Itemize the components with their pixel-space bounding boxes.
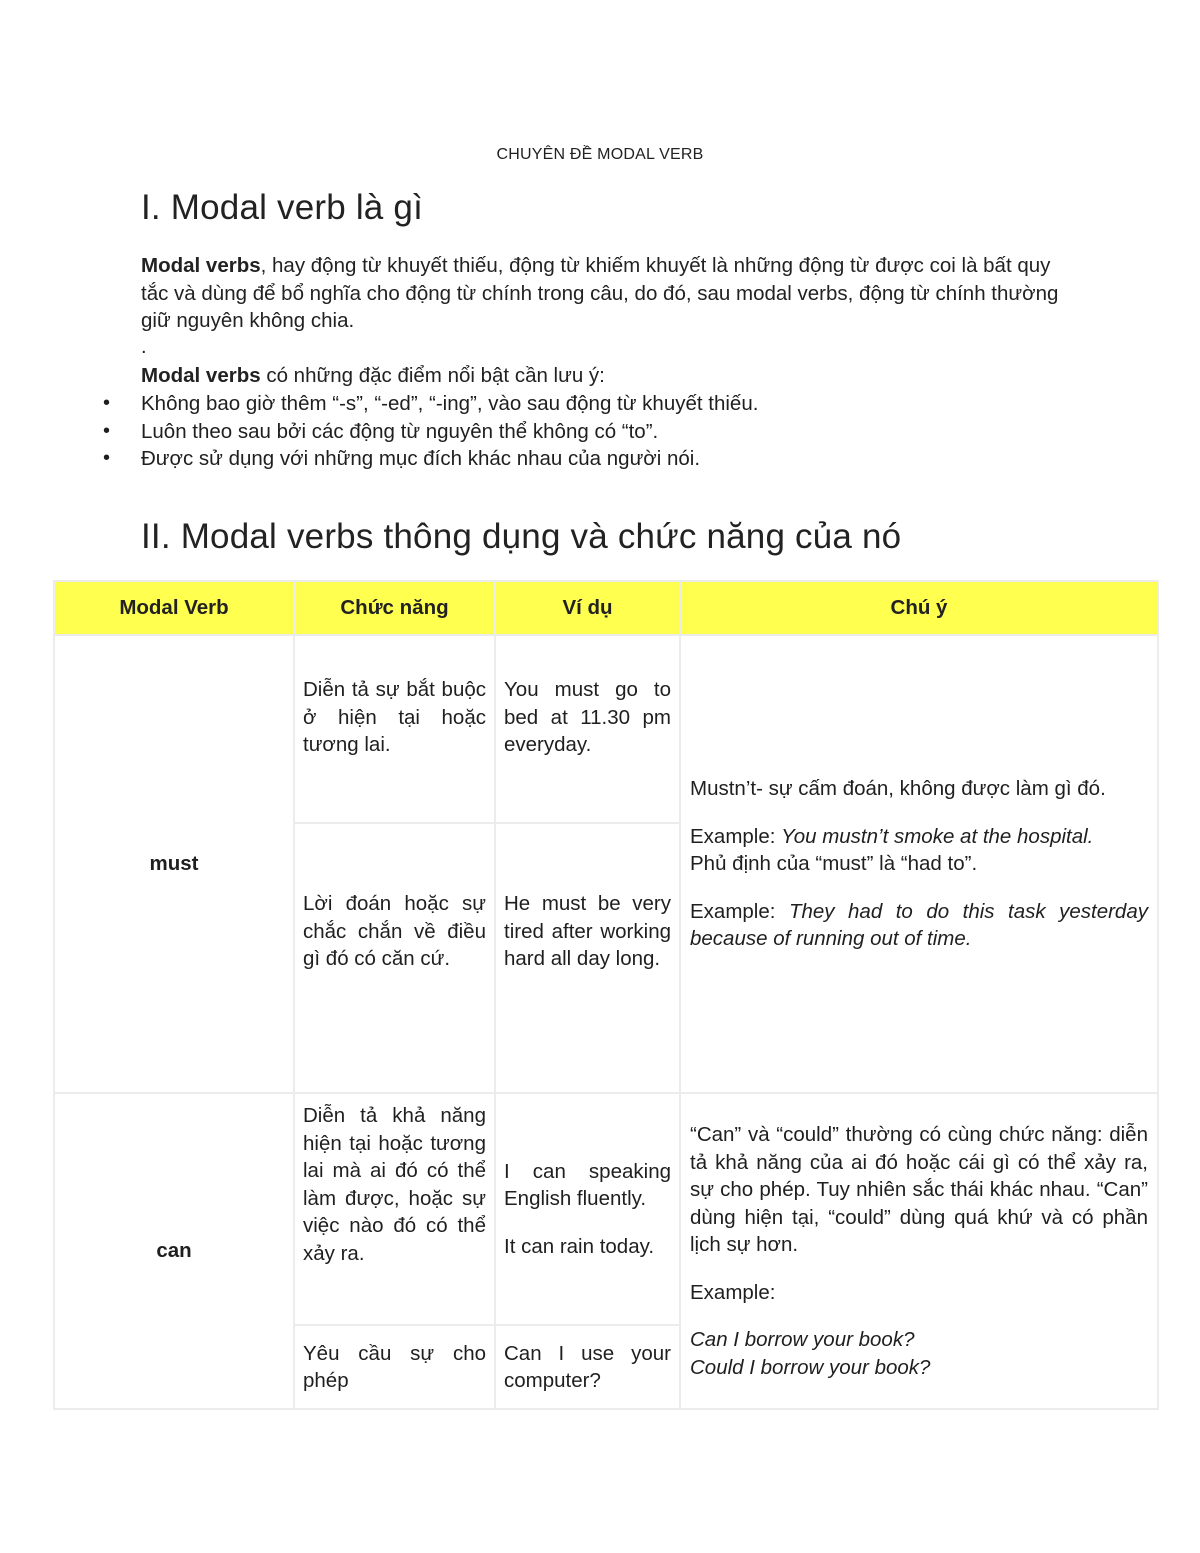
- example-cell: Can I use your computer?: [495, 1325, 680, 1409]
- function-cell: Lời đoán hoặc sự chắc chắn về điều gì đó có căn cứ.: [294, 823, 495, 1093]
- example-line: It can rain today.: [504, 1234, 655, 1258]
- document-title: CHUYÊN ĐỀ MODAL VERB: [496, 146, 704, 163]
- note-cell-can: [680, 1093, 1158, 1409]
- example-label: Example:: [690, 1280, 776, 1304]
- header-note: Chú ý: [680, 581, 1158, 635]
- example-cell: [495, 1093, 680, 1325]
- example-cell: He must be very tired after working hard all day long.: [495, 823, 680, 1093]
- header-example: Ví dụ: [495, 581, 680, 635]
- separator-dot: .: [141, 336, 147, 358]
- example-sentence: You mustn’t smoke at the hospital.: [781, 824, 1094, 848]
- table-header-row: [54, 581, 1158, 635]
- note-example: [690, 898, 1148, 953]
- intro-bold-term: Modal verbs: [141, 254, 261, 277]
- verb-must: must: [54, 635, 294, 1093]
- header-modal-verb: Modal Verb: [54, 581, 294, 635]
- function-cell: Diễn tả sự bắt buộc ở hiện tại hoặc tương lai.: [294, 635, 495, 823]
- list-item: • Luôn theo sau bởi các động từ nguyên thể không có “to”.: [141, 418, 1041, 446]
- note-cell-must: [680, 635, 1158, 1093]
- section1-heading: I. Modal verb là gì: [141, 188, 423, 227]
- example-sentence: Can I borrow your book?: [690, 1328, 915, 1351]
- table-row: [54, 635, 1158, 823]
- note-text: Mustn’t- sự cấm đoán, không được làm gì đó.: [690, 777, 1106, 801]
- note-example: [690, 823, 1148, 878]
- list-item: • Được sử dụng với những mục đích khác nhau của người nói.: [141, 445, 1041, 473]
- features-text: có những đặc điểm nổi bật cần lưu ý:: [260, 364, 605, 387]
- verb-can: can: [54, 1093, 294, 1409]
- note-text: Phủ định của “must” là “had to”.: [690, 852, 978, 876]
- example-label: Example:: [690, 824, 782, 848]
- example-sentence: Could I borrow your book?: [690, 1355, 931, 1379]
- example-line: I can speaking English fluently.: [504, 1159, 671, 1211]
- example-sentence: They had to do this task yesterday because of running out of time.: [690, 899, 1148, 951]
- intro-text: , hay động từ khuyết thiếu, động từ khiếm khuyết là những động từ được coi là bất quy tắc và dùng để bổ nghĩa cho động từ chính trong câu, do đó, sau modal verbs, động từ chính thường giữ nguyên không chia.: [141, 254, 1059, 332]
- modal-verbs-table: [53, 580, 1159, 1410]
- table-row: [54, 1093, 1158, 1325]
- note-example: [690, 1326, 1148, 1381]
- features-paragraph: [141, 362, 1066, 390]
- function-cell: Diễn tả khả năng hiện tại hoặc tương lai mà ai đó có thể làm được, hoặc sự việc nào đó có thể xảy ra.: [294, 1093, 495, 1325]
- example-label: Example:: [690, 899, 789, 923]
- features-bold-term: Modal verbs: [141, 364, 261, 387]
- list-item: • Không bao giờ thêm “-s”, “-ed”, “-ing”, vào sau động từ khuyết thiếu.: [141, 390, 1041, 418]
- intro-paragraph: [141, 252, 1066, 335]
- header-function: Chức năng: [294, 581, 495, 635]
- features-list: [141, 390, 1041, 473]
- section2-heading: II. Modal verbs thông dụng và chức năng của nó: [141, 517, 902, 556]
- note-text: “Can” và “could” thường có cùng chức năng: diễn tả khả năng của ai đó hoặc cái gì có thể xảy ra, sự cho phép. Tuy nhiên sắc thái khác nhau. “Can” dùng hiện tại, “could” dùng quá khứ và có phần lịch sự hơn.: [690, 1123, 1148, 1256]
- function-cell: Yêu cầu sự cho phép: [294, 1325, 495, 1409]
- example-cell: You must go to bed at 11.30 pm everyday.: [495, 635, 680, 823]
